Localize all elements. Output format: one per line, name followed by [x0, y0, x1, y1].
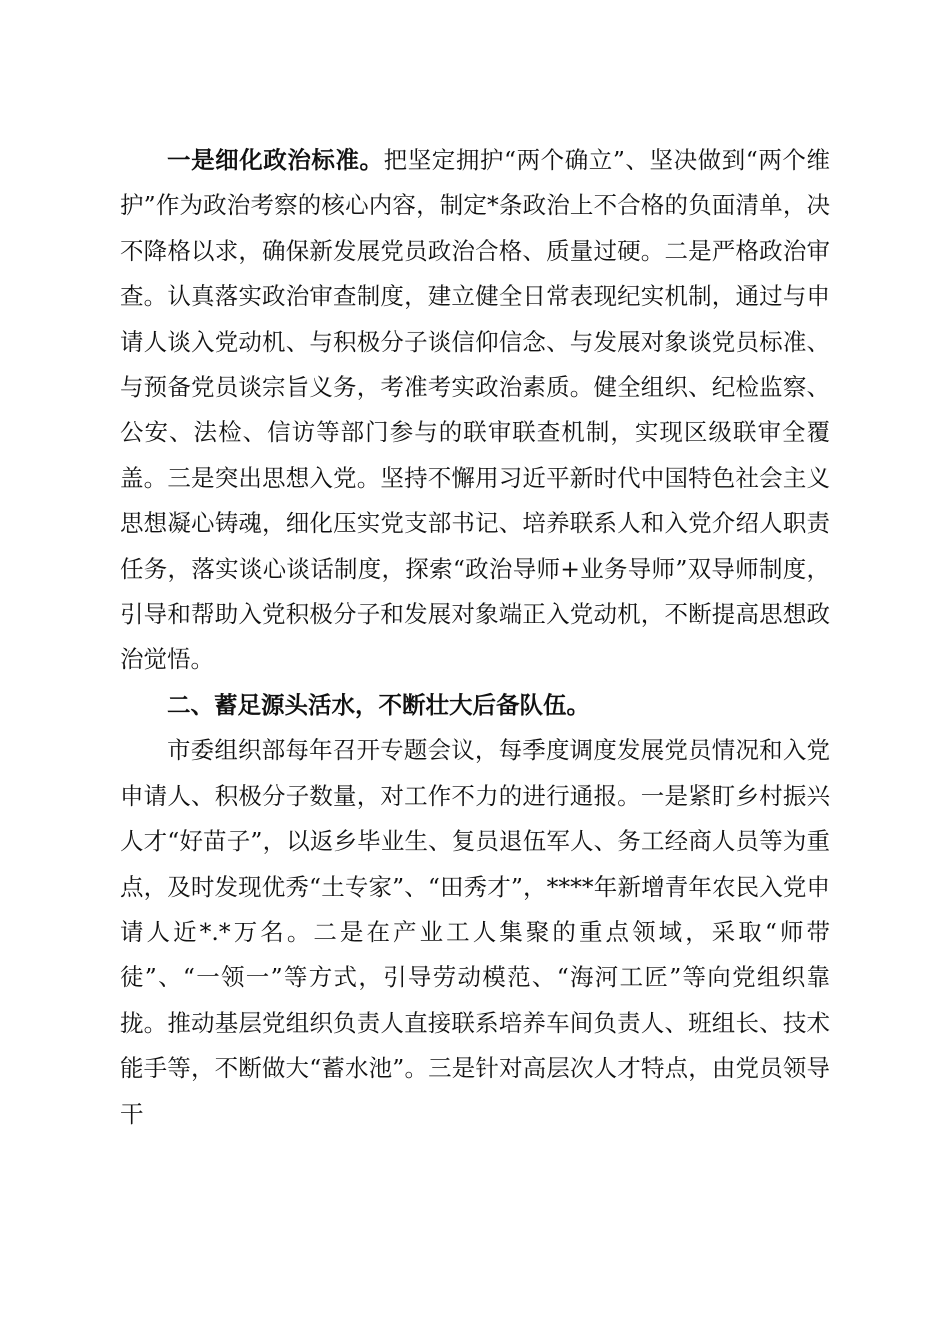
- paragraph-reserve-team: 市委组织部每年召开专题会议，每季度调度发展党员情况和入党申请人、积极分子数量，对工作不力的进行通报。一是紧盯乡村振兴人才“好苗子”，以返乡毕业生、复员退伍军人、务工经商人员等为重点，及时发现优秀“土专家”、“田秀才”，****年新增青年农民入党申请人近*.*万名。二是在产业工人集聚的重点领域，采取“师带徒”、“一领一”等方式，引导劳动模范、“海河工匠”等向党组织靠拢。推动基层党组织负责人直接联系培养车间负责人、班组长、技术能手等，不断做大“蓄水池”。三是针对高层次人才特点，由党员领导干: [120, 736, 830, 1128]
- paragraph-political-standards: [120, 138, 830, 683]
- paragraph-lead: 一是细化政治标准。: [167, 146, 384, 174]
- document-page: [120, 138, 830, 1137]
- paragraph-body: 把坚定拥护“两个确立”、坚决做到“两个维护”作为政治考察的核心内容，制定*条政治上不合格的负面清单，决不降格以求，确保新发展党员政治合格、质量过硬。二是严格政治审查。认真落实政治审查制度，建立健全日常表现纪实机制，通过与申请人谈入党动机、与积极分子谈信仰信念、与发展对象谈党员标准、与预备党员谈宗旨义务，考准考实政治素质。健全组织、纪检监察、公安、法检、信访等部门参与的联审联查机制，实现区级联审全覆盖。三是突出思想入党。坚持不懈用习近平新时代中国特色社会主义思想凝心铸魂，细化压实党支部书记、培养联系人和入党介绍人职责任务，落实谈心谈话制度，探索“政治导师+业务导师”双导师制度，引导和帮助入党积极分子和发展对象端正入党动机，不断提高思想政治觉悟。: [120, 146, 831, 674]
- section-heading: 二、蓄足源头活水，不断壮大后备队伍。: [167, 690, 590, 719]
